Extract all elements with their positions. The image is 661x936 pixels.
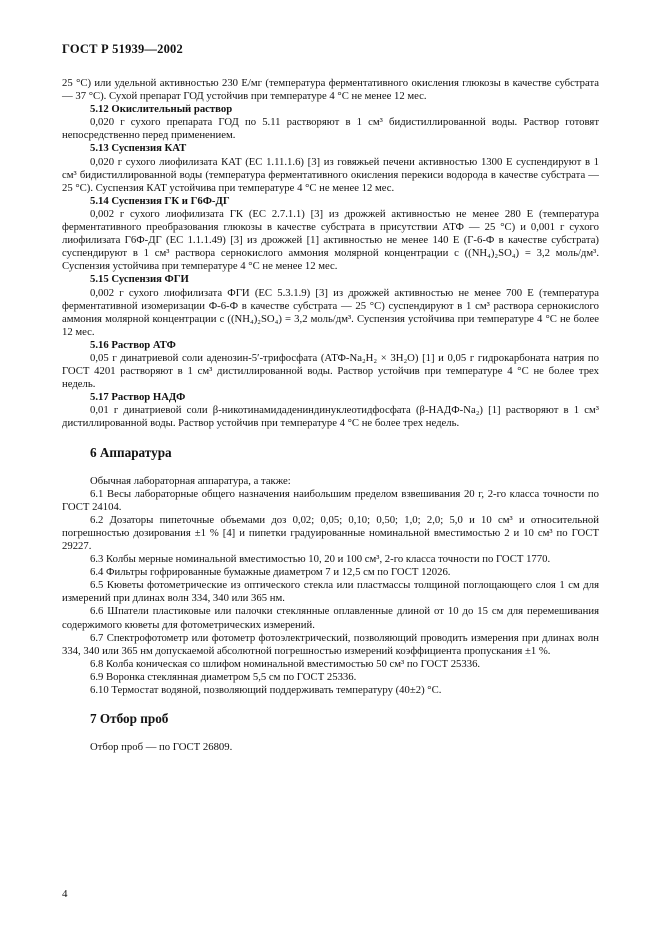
paragraph: 6.3 Колбы мерные номинальной вместимостью 10, 20 и 100 см³, 2-го класса точности по ГОСТ 1770.: [90, 553, 551, 566]
paragraph: 6.7 Спектрофотометр или фотометр фотоэлектрический, позволяющий проводить измерения при длинах волн 334, 340 или 365 нм допускаемой абсолютной погрешностью измерений коэффициента пропускания ±1 %.: [62, 631, 599, 657]
paragraph: 6.4 Фильтры гофрированные бумажные диаметром 7 и 12,5 см по ГОСТ 12026.: [90, 566, 451, 579]
paragraph: 0,01 г динатриевой соли β-никотинамидадениндинуклеотидфосфата (β-НАДФ-Na₂) [1] растворяют в 1 см³ дистиллированной воды. Раствор устойчив при температуре 4 °С не более трех недель.: [62, 404, 599, 430]
paragraph: 6.10 Термостат водяной, позволяющий поддерживать температуру (40±2) °С.: [90, 684, 442, 697]
subsection-heading: 5.14 Суспензия ГК и Г6Ф-ДГ: [90, 194, 230, 207]
paragraph: 6.9 Воронка стеклянная диаметром 5,5 см по ГОСТ 25336.: [90, 670, 357, 683]
paragraph: 0,020 г сухого лиофилизата КАТ (ЕС 1.11.1.6) [3] из говяжьей печени активностью 1300 Е суспендируют в 1 см³ бидистиллированной воды (температура ферментативного окисления перекиси водорода в качестве субстрата — 25 °С). Суспензия КАТ устойчива при температуре 4 °С не менее 12 мес.: [62, 155, 599, 194]
paragraph: 6.8 Колба коническая со шлифом номинальной вместимостью 50 см³ по ГОСТ 25336.: [90, 657, 481, 670]
section-heading: 6 Аппаратура: [90, 444, 172, 460]
paragraph: 0,05 г динатриевой соли аденозин-5′-трифосфата (АТФ-Na₂H₂ × 3H₂O) [1] и 0,05 г гидрокарбоната натрия по ГОСТ 4201 растворяют в 1 см³ дистиллированной воды. Раствор устойчив при температуре 4 °С не более трех недель.: [62, 351, 599, 391]
document-header: ГОСТ Р 51939—2002: [62, 42, 183, 56]
section-heading: 7 Отбор проб: [90, 711, 169, 727]
document-body: [62, 77, 599, 754]
subsection-heading: 5.13 Суспензия КАТ: [90, 142, 187, 155]
paragraph: Обычная лабораторная аппаратура, а также:: [90, 474, 291, 487]
paragraph: 6.6 Шпатели пластиковые или палочки стеклянные оплавленные длиной от 10 до 15 см для перемешивания содержимого кюветы для фотометрических измерений.: [62, 605, 599, 631]
paragraph: Отбор проб — по ГОСТ 26809.: [90, 741, 233, 754]
subsection-heading: 5.17 Раствор НАДФ: [90, 391, 186, 404]
paragraph: 0,002 г сухого лиофилизата ГК (ЕС 2.7.1.1) [3] из дрожжей активностью не менее 280 Е (температура ферментативного преобразования глюкозы в качестве субстрата в присутствии АТФ — 25 °С) и 0,001 г сухого лиофилизата Г6Ф-ДГ (ЕС 1.1.1.49) [3] из дрожжей [1] активностью не менее 140 Е (Г-6-Ф в качестве субстрата) суспендируют в 1 см³ раствора сернокислого аммония молярной концентрации c ((NH₄)₂SO₄) = 3,2 моль/дм³. Суспензия устойчива при температуре 4 °С не менее 12 мес.: [62, 207, 599, 273]
paragraph: 25 °С) или удельной активностью 230 Е/мг (температура ферментативного окисления глюкозы в качестве субстрата — 37 °С). Сухой препарат ГОД устойчив при температуре 4 °С не менее 12 мес.: [62, 77, 599, 103]
paragraph: 6.1 Весы лабораторные общего назначения наибольшим пределом взвешивания 20 г, 2-го класса точности по ГОСТ 24104.: [62, 487, 599, 513]
paragraph: 0,002 г сухого лиофилизата ФГИ (ЕС 5.3.1.9) [3] из дрожжей активностью не менее 700 Е (температура ферментативной изомеризации Ф-6-Ф в качестве субстрата — 25 °С) суспендируют в 1 см³ раствора сернокислого аммония молярной концентрации c ((NH₄)₂SO₄) = 3,2 моль/дм³. Суспензия устойчива при температуре 4 °С не более 12 мес.: [62, 286, 599, 338]
paragraph: 6.5 Кюветы фотометрические из оптического стекла или пластмассы толщиной поглощающего слоя 1 см для измерений при длинах волн 334, 340 или 365 нм.: [62, 579, 599, 605]
paragraph: 0,020 г сухого препарата ГОД по 5.11 растворяют в 1 см³ бидистиллированной воды. Раствор готовят непосредственно перед применением.: [62, 116, 599, 142]
subsection-heading: 5.16 Раствор АТФ: [90, 338, 176, 351]
page-number: 4: [62, 888, 68, 900]
paragraph: 6.2 Дозаторы пипеточные объемами доз 0,02; 0,05; 0,10; 0,50; 1,0; 2,0; 5,0 и 10 см³ и относительной погрешностью дозирования ±1 % [4] и пипетки градуированные номинальной вместимостью 2 и 10 см³ по ГОСТ 29227.: [62, 513, 599, 552]
subsection-heading: 5.15 Суспензия ФГИ: [90, 273, 189, 286]
subsection-heading: 5.12 Окислительный раствор: [90, 103, 233, 116]
